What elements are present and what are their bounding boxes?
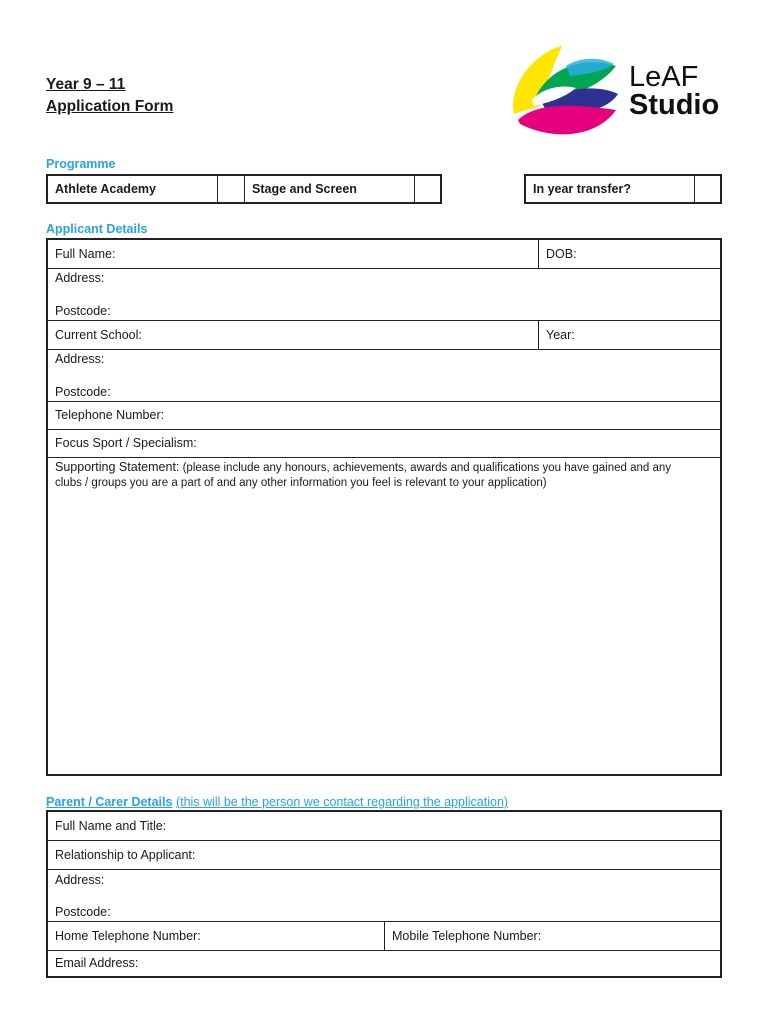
parent-full-name-field[interactable] (48, 812, 720, 840)
school-address-label: Address: (55, 352, 105, 366)
parent-address-label: Address: (55, 873, 105, 887)
full-name-field[interactable] (48, 240, 538, 268)
parent-details-heading (46, 795, 508, 809)
address-field[interactable] (48, 269, 720, 320)
full-name-label: Full Name: (55, 247, 116, 261)
dob-label: DOB: (546, 247, 577, 261)
home-telephone-field[interactable] (48, 922, 384, 950)
athlete-academy-checkbox[interactable] (219, 176, 243, 202)
address-label: Address: (55, 271, 105, 285)
mobile-telephone-label: Mobile Telephone Number: (392, 929, 542, 943)
current-school-field[interactable] (48, 321, 538, 349)
logo-line-1: LeAF (629, 61, 699, 93)
current-school-label: Current School: (55, 328, 142, 342)
relationship-field[interactable] (48, 841, 720, 869)
parent-postcode-label: Postcode: (55, 905, 111, 919)
telephone-label: Telephone Number: (55, 408, 165, 422)
parent-heading-label: Parent / Carer Details (46, 795, 173, 809)
postcode-label: Postcode: (55, 304, 111, 318)
in-year-transfer-label: In year transfer? (533, 182, 631, 196)
parent-full-name-label: Full Name and Title: (55, 819, 167, 833)
year-label: Year: (546, 328, 575, 342)
supporting-statement-text (55, 460, 700, 491)
supporting-statement-note: (please include any honours, achievements, awards and qualifications you have gained and any clubs / groups you are a part of and any other information you feel is relevant to your application) (55, 462, 672, 489)
programme-heading: Programme (46, 157, 116, 171)
programme-options-box (46, 174, 442, 204)
focus-sport-label: Focus Sport / Specialism: (55, 436, 197, 450)
title-line-2: Application Form (46, 98, 174, 115)
logo-line-2: Studio (629, 89, 720, 121)
option-athlete-academy-label: Athlete Academy (55, 182, 156, 196)
title-line-1: Year 9 – 11 (46, 76, 126, 93)
transfer-box (524, 174, 722, 204)
page-title (46, 74, 173, 118)
focus-sport-field[interactable] (48, 430, 720, 457)
leaf-logo-icon (506, 44, 626, 144)
in-year-transfer-checkbox[interactable] (696, 176, 720, 202)
parent-address-field[interactable] (48, 870, 720, 921)
stage-screen-checkbox[interactable] (416, 176, 440, 202)
supporting-statement-label: Supporting Statement: (55, 460, 180, 474)
logo-wordmark (629, 63, 719, 119)
email-field[interactable] (48, 951, 720, 976)
school-postcode-label: Postcode: (55, 385, 111, 399)
supporting-statement-field[interactable] (48, 458, 720, 774)
mobile-telephone-field[interactable] (385, 922, 720, 950)
parent-details-table (46, 810, 722, 978)
email-label: Email Address: (55, 956, 139, 970)
home-telephone-label: Home Telephone Number: (55, 929, 201, 943)
telephone-field[interactable] (48, 402, 720, 429)
applicant-details-heading: Applicant Details (46, 222, 148, 236)
school-address-field[interactable] (48, 350, 720, 401)
option-stage-screen-label: Stage and Screen (252, 182, 357, 196)
applicant-details-table (46, 238, 722, 776)
parent-heading-note: (this will be the person we contact regarding the application) (175, 795, 509, 809)
year-field[interactable] (539, 321, 720, 349)
dob-field[interactable] (539, 240, 720, 268)
relationship-label: Relationship to Applicant: (55, 848, 196, 862)
